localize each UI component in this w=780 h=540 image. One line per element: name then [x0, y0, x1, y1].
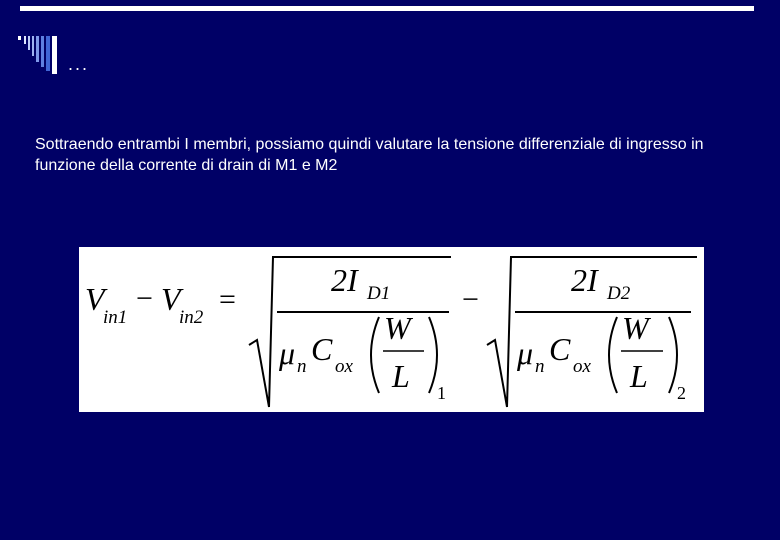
eq-w-2: W: [622, 310, 649, 346]
top-rule: [20, 6, 754, 11]
gradient-bar-bullet-icon: [18, 36, 58, 74]
eq-l-1: L: [392, 358, 410, 394]
eq-equals: =: [219, 283, 236, 316]
left-paren-2: [609, 317, 617, 393]
eq-d2: D2: [607, 283, 631, 304]
eq-2i-1: 2I: [331, 262, 358, 298]
eq-sub-1: 1: [437, 383, 446, 403]
eq-ox-1: ox: [335, 356, 353, 377]
equation-image: [79, 247, 704, 412]
eq-minus-mid: −: [462, 283, 479, 316]
right-paren-1: [429, 317, 437, 393]
eq-n-2: n: [535, 356, 545, 377]
eq-v1: V: [85, 281, 105, 317]
eq-in1: in1: [103, 307, 128, 328]
eq-v2: V: [161, 281, 181, 317]
eq-2i-2: 2I: [571, 262, 598, 298]
body-text: Sottraendo entrambi I membri, possiamo quindi valutare la tensione differenziale di ingresso in funzione della corrente di drain di M1 e M2: [35, 136, 704, 174]
eq-n-1: n: [297, 356, 307, 377]
right-paren-2: [669, 317, 677, 393]
eq-mu-1: μ: [279, 335, 296, 371]
eq-d1: D1: [367, 283, 391, 304]
eq-c-2: C: [549, 331, 571, 367]
eq-mu-2: μ: [517, 335, 534, 371]
eq-c-1: C: [311, 331, 333, 367]
eq-ox-2: ox: [573, 356, 591, 377]
eq-w-1: W: [384, 310, 411, 346]
eq-l-2: L: [630, 358, 648, 394]
eq-minus-lhs: −: [136, 282, 153, 315]
equation-formula: [79, 247, 704, 412]
eq-in2: in2: [179, 307, 204, 328]
eq-sub-2: 2: [677, 383, 686, 403]
slide-title: ...: [68, 54, 90, 74]
left-paren-1: [371, 317, 379, 393]
